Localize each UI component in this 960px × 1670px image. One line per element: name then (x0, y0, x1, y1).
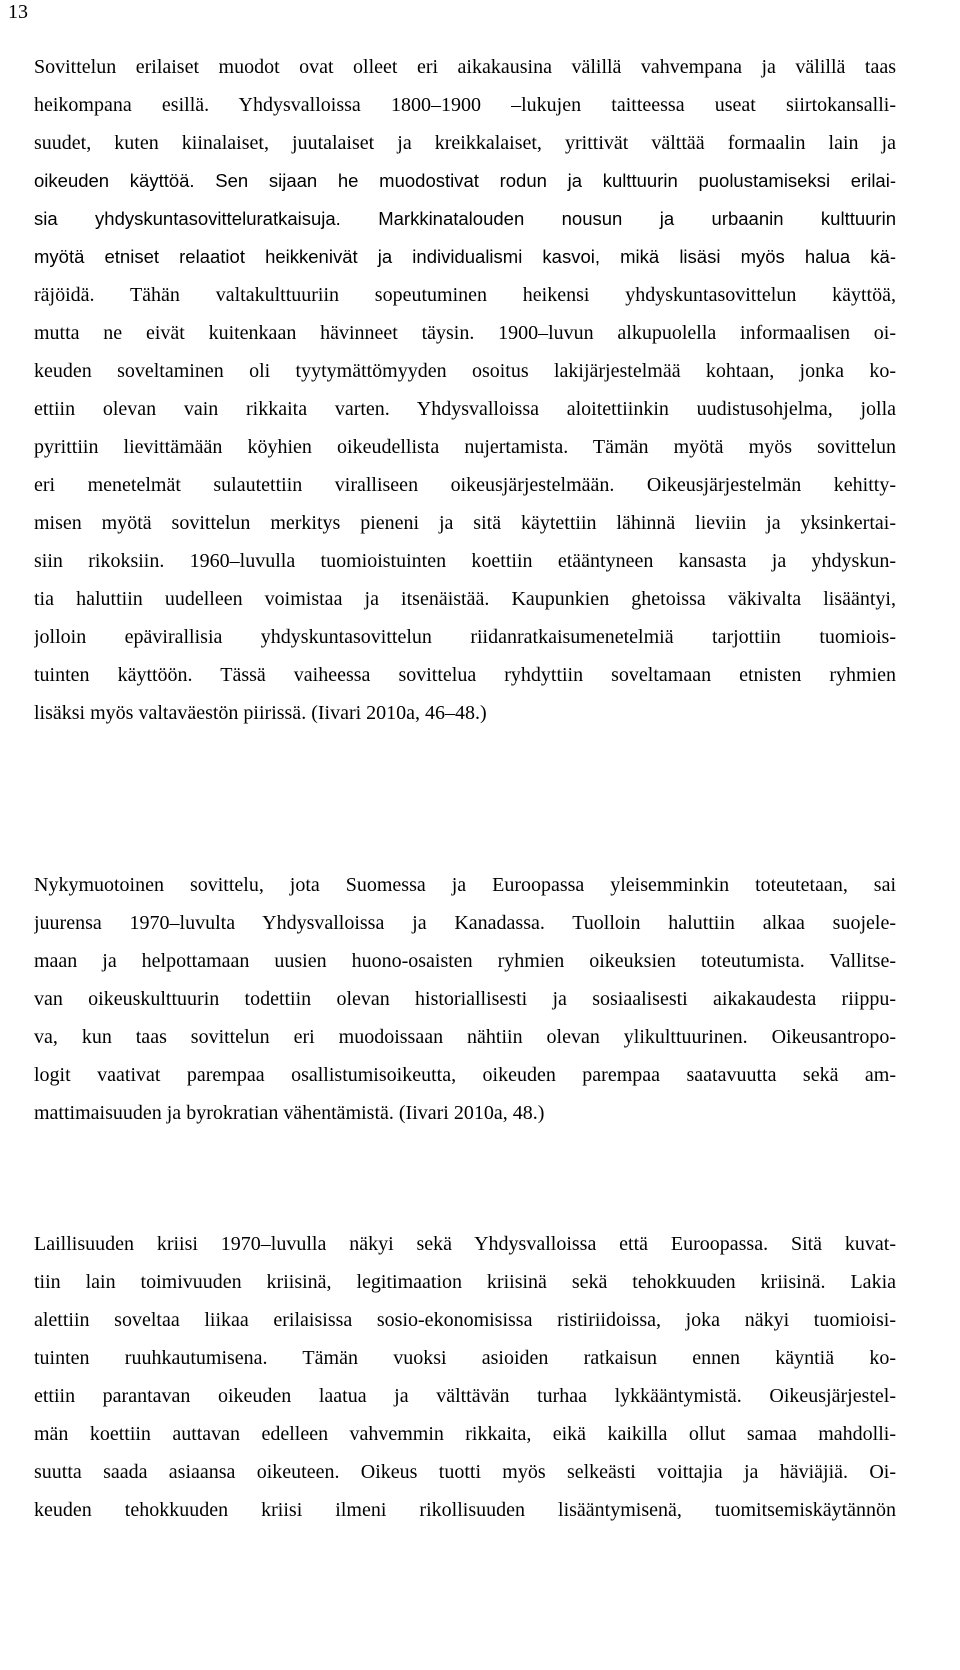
text-line: myötä etniset relaatiot heikkenivät ja individualismi kasvoi, mikä lisäsi myös halua kä- (34, 246, 896, 267)
text-line: maan ja helpottamaan uusien huono-osaisten ryhmien oikeuksien toteutumista. Vallitse- (34, 950, 896, 972)
text-line: tiin lain toimivuuden kriisinä, legitimaation kriisinä sekä tehokkuuden kriisinä. Lakia (34, 1271, 896, 1293)
text-line: Sovittelun erilaiset muodot ovat olleet eri aikakausina välillä vahvempana ja välillä taas (34, 56, 896, 78)
text-line: keuden soveltaminen oli tyytymättömyyden osoitus lakijärjestelmää kohtaan, jonka ko- (34, 360, 896, 382)
paragraph-2 (34, 866, 896, 1132)
text-line: eri menetelmät sulautettiin viralliseen oikeusjärjestelmään. Oikeusjärjestelmän kehitty- (34, 474, 896, 496)
text-line: mutta ne eivät kuitenkaan hävinneet täysin. 1900–luvun alkupuolella informaalisen oi- (34, 322, 896, 344)
text-line: misen myötä sovittelun merkitys pieneni ja sitä käytettiin lähinnä lieviin ja yksinkertai- (34, 512, 896, 534)
text-line: keuden tehokkuuden kriisi ilmeni rikollisuuden lisääntymisenä, tuomitsemiskäytännön (34, 1499, 896, 1521)
text-line: pyrittiin lievittämään köyhien oikeudellista nujertamista. Tämän myötä myös sovittelun (34, 436, 896, 458)
text-line: va, kun taas sovittelun eri muodoissaan nähtiin olevan ylikulttuurinen. Oikeusantropo- (34, 1026, 896, 1048)
text-line: suutta saada asiaansa oikeuteen. Oikeus tuotti myös selkeästi voittajia ja häviäjiä. Oi- (34, 1461, 896, 1483)
text-line: Laillisuuden kriisi 1970–luvulla näkyi sekä Yhdysvalloissa että Euroopassa. Sitä kuvat- (34, 1233, 896, 1255)
text-line: logit vaativat parempaa osallistumisoikeutta, oikeuden parempaa saatavuutta sekä am- (34, 1064, 896, 1086)
text-line: ettiin parantavan oikeuden laatua ja välttävän turhaa lykkääntymistä. Oikeusjärjestel- (34, 1385, 896, 1407)
text-line: tia haluttiin uudelleen voimistaa ja itsenäistää. Kaupunkien ghetoissa väkivalta lisääntyi, (34, 588, 896, 610)
text-line: tuinten käyttöön. Tässä vaiheessa sovittelua ryhdyttiin soveltamaan etnisten ryhmien (34, 664, 896, 686)
text-line: siin rikoksiin. 1960–luvulla tuomioistuinten koettiin etääntyneen kansasta ja yhdyskun- (34, 550, 896, 572)
text-line: alettiin soveltaa liikaa erilaisissa sosio-ekonomisissa ristiriidoissa, joka näkyi tuomioisi- (34, 1309, 896, 1331)
text-line: män koettiin auttavan edelleen vahvemmin rikkaita, eikä kaikilla ollut samaa mahdolli- (34, 1423, 896, 1445)
text-line: ettiin olevan vain rikkaita varten. Yhdysvalloissa aloitettiinkin uudistusohjelma, jolla (34, 398, 896, 420)
text-line: oikeuden käyttöä. Sen sijaan he muodostivat rodun ja kulttuurin puolustamiseksi erilai- (34, 170, 896, 191)
text-line: lisäksi myös valtaväestön piirissä. (Iivari 2010a, 46–48.) (34, 702, 487, 724)
text-line: heikompana esillä. Yhdysvalloissa 1800–1900 –lukujen taitteessa useat siirtokansalli- (34, 94, 896, 116)
text-line: mattimaisuuden ja byrokratian vähentämistä. (Iivari 2010a, 48.) (34, 1102, 545, 1124)
text-line: van oikeuskulttuurin todettiin olevan historiallisesti ja sosiaalisesti aikakaudesta riippu- (34, 988, 896, 1010)
text-line: suudet, kuten kiinalaiset, juutalaiset ja kreikkalaiset, yrittivät välttää formaalin lain ja (34, 132, 896, 154)
text-line: räjöidä. Tähän valtakulttuuriin sopeutuminen heikensi yhdyskuntasovittelun käyttöä, (34, 284, 896, 306)
text-line: juurensa 1970–luvulta Yhdysvalloissa ja Kanadassa. Tuolloin haluttiin alkaa suojele- (34, 912, 896, 934)
text-line: jolloin epävirallisia yhdyskuntasovittelun riidanratkaisumenetelmiä tarjottiin tuomiois- (34, 626, 896, 648)
paragraph-1 (34, 48, 896, 732)
paragraph-3 (34, 1225, 896, 1529)
text-line: Nykymuotoinen sovittelu, jota Suomessa ja Euroopassa yleisemminkin toteutetaan, sai (34, 874, 896, 896)
text-line: tuinten ruuhkautumisena. Tämän vuoksi asioiden ratkaisun ennen käyntiä ko- (34, 1347, 896, 1369)
text-line: sia yhdyskuntasovitteluratkaisuja. Markkinatalouden nousun ja urbaanin kulttuurin (34, 208, 896, 229)
page-number: 13 (8, 1, 28, 23)
